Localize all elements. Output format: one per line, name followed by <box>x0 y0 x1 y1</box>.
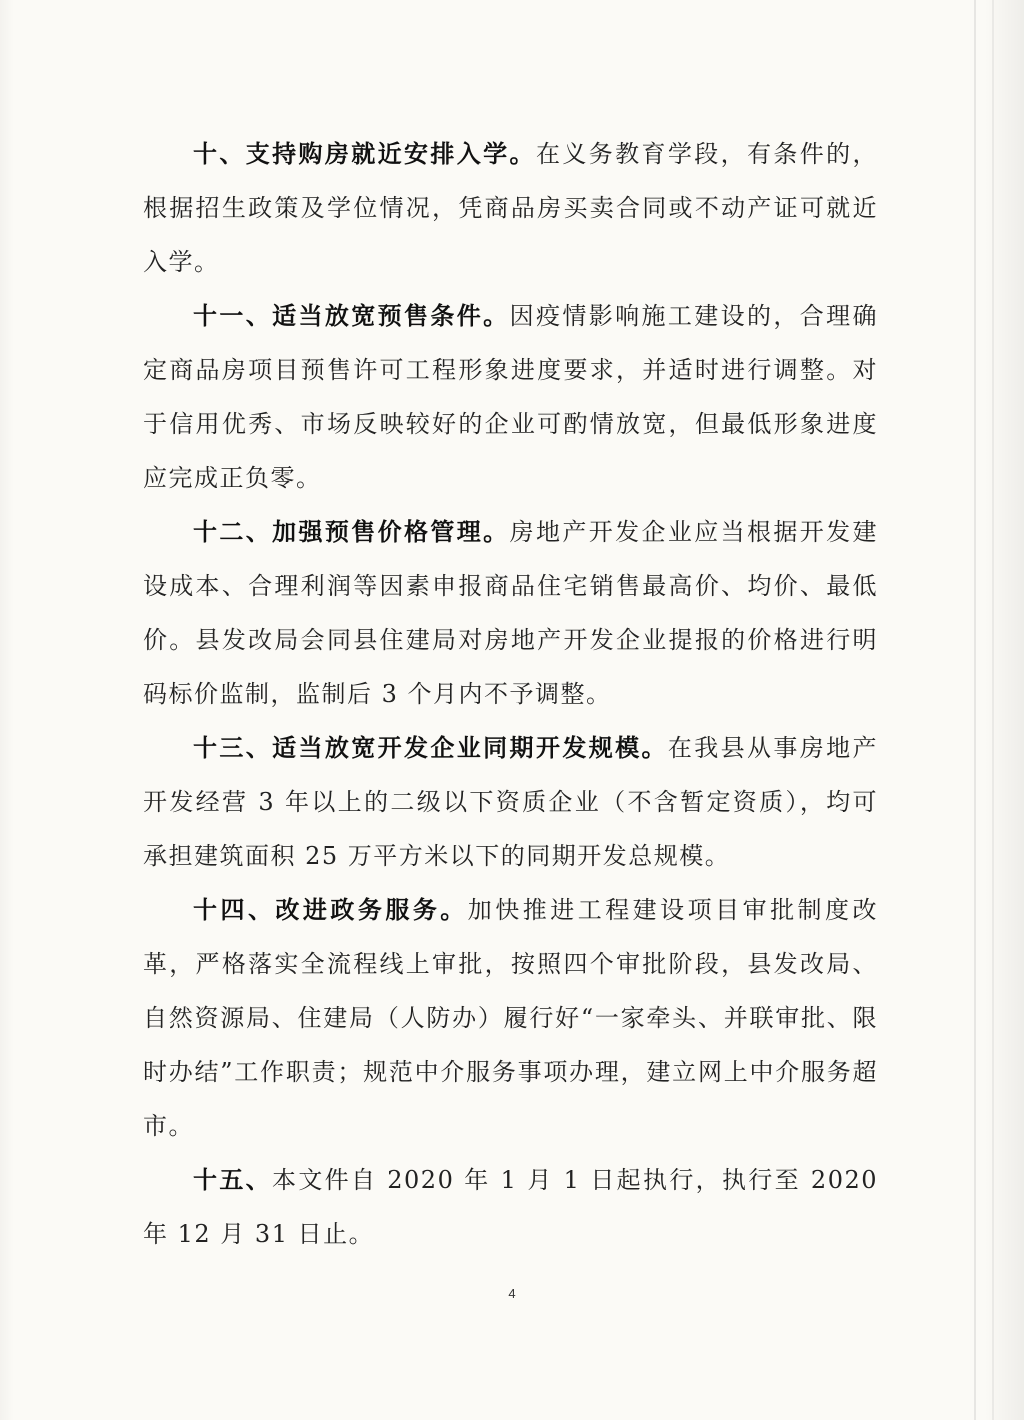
paragraph-text: 在我县从事房地产开发经营 3 年以上的二级以下资质企业（不含暂定资质），均可承担建筑面积 25 万平方米以下的同期开发总规模。 <box>143 734 879 870</box>
paragraph-text: 因疫情影响施工建设的，合理确定商品房项目预售许可工程形象进度要求，并适时进行调整。对于信用优秀、市场反映较好的企业可酌情放宽，但最低形象进度应完成正负零。 <box>143 302 879 492</box>
paragraph-text: 房地产开发企业应当根据开发建设成本、合理利润等因素申报商品住宅销售最高价、均价、最低价。县发改局会同县住建局对房地产开发企业提报的价格进行明码标价监制，监制后 3 个月内不予调整。 <box>143 518 879 708</box>
page-fold-line-secondary <box>992 0 994 1420</box>
paragraph-heading: 十四、改进政务服务。 <box>193 896 468 924</box>
paragraph-text: 本文件自 2020 年 1 月 1 日起执行，执行至 2020 年 12 月 31 日止。 <box>143 1166 879 1248</box>
paragraph-heading: 十五、 <box>193 1166 272 1194</box>
paragraph-11 <box>143 289 878 505</box>
paragraph-heading: 十、支持购房就近安排入学。 <box>193 140 536 168</box>
paragraph-heading: 十二、加强预售价格管理。 <box>193 518 510 546</box>
paragraph-text: 在义务教育学段，有条件的，根据招生政策及学位情况，凭商品房买卖合同或不动产证可就近入学。 <box>143 140 879 276</box>
paragraph-15 <box>143 1153 878 1261</box>
paragraph-text: 加快推进工程建设项目审批制度改革，严格落实全流程线上审批，按照四个审批阶段，县发改局、自然资源局、住建局（人防办）履行好“一家牵头、并联审批、限时办结”工作职责；规范中介服务事项办理，建立网上中介服务超市。 <box>143 896 879 1140</box>
page-number: 4 <box>508 1286 516 1301</box>
paragraph-heading: 十一、适当放宽预售条件。 <box>193 302 510 330</box>
paragraph-13 <box>143 721 878 883</box>
paragraph-12 <box>143 505 878 721</box>
document-body <box>143 127 878 1261</box>
paragraph-14 <box>143 883 878 1153</box>
paragraph-heading: 十三、适当放宽开发企业同期开发规模。 <box>193 734 668 762</box>
paragraph-10 <box>143 127 878 289</box>
page-fold-line <box>974 0 976 1420</box>
